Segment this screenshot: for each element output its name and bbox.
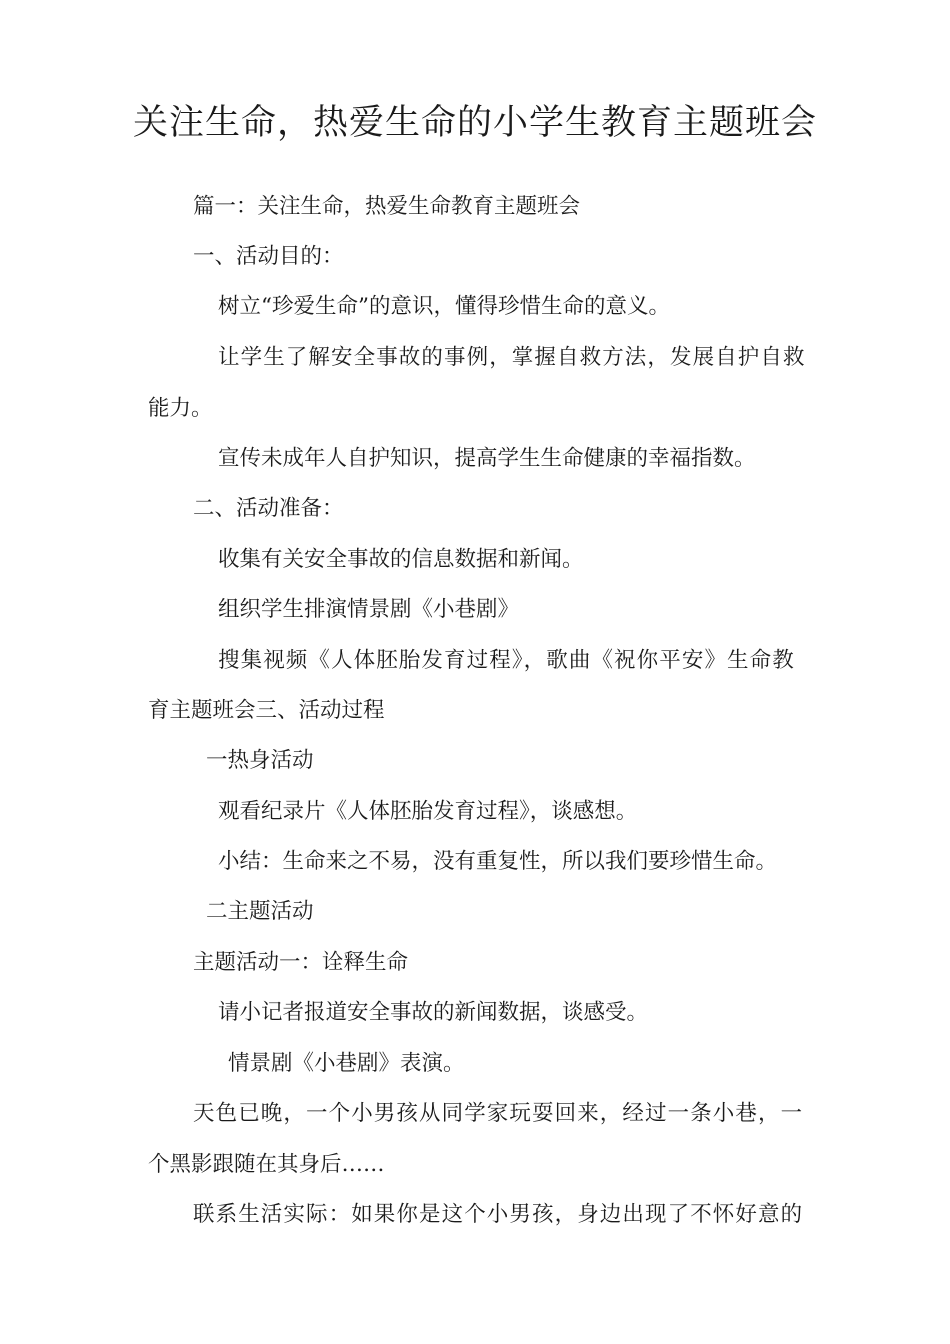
paragraph-line: 联系生活实际：如果你是这个小男孩，身边出现了不怀好意的 — [193, 1202, 804, 1227]
paragraph-line: 请小记者报道安全事故的新闻数据，谈感受。 — [218, 1000, 649, 1025]
paragraph-line: 宣传未成年人自护知识，提高学生生命健康的幸福指数。 — [218, 446, 756, 471]
section-heading-preparation: 二、活动准备： — [193, 496, 344, 521]
paragraph-line: 收集有关安全事故的信息数据和新闻。 — [218, 547, 584, 572]
section-heading-objectives: 一、活动目的： — [193, 244, 344, 269]
paragraph-line: 能力。 — [148, 396, 213, 421]
paragraph-line: 情景剧《小巷剧》表演。 — [228, 1051, 465, 1076]
paragraph-line: 组织学生排演情景剧《小巷剧》 — [218, 597, 520, 622]
paragraph-line: 树立“珍爱生命”的意识，懂得珍惜生命的意义。 — [218, 294, 670, 319]
paragraph-line: 让学生了解安全事故的事例，掌握自救方法，发展自护自救 — [218, 345, 806, 370]
paragraph-line: 个黑影跟随在其身后…… — [148, 1152, 385, 1177]
subheading-theme-activity-one: 主题活动一：诠释生命 — [193, 950, 409, 975]
section-heading-part-one: 篇一：关注生命，热爱生命教育主题班会 — [193, 194, 581, 219]
paragraph-line: 搜集视频《人体胚胎发育过程》，歌曲《祝你平安》生命教 — [218, 648, 795, 673]
paragraph-line: 育主题班会三、活动过程 — [148, 698, 385, 723]
paragraph-line: 观看纪录片《人体胚胎发育过程》，谈感想。 — [218, 799, 638, 824]
subheading-warmup: 一热身活动 — [206, 748, 314, 773]
document-title: 关注生命，热爱生命的小学生教育主题班会 — [132, 103, 817, 143]
subheading-theme-activity: 二主题活动 — [206, 899, 314, 924]
paragraph-line: 小结：生命来之不易，没有重复性，所以我们要珍惜生命。 — [218, 849, 778, 874]
paragraph-line: 天色已晚，一个小男孩从同学家玩耍回来，经过一条小巷，一 — [193, 1101, 804, 1126]
